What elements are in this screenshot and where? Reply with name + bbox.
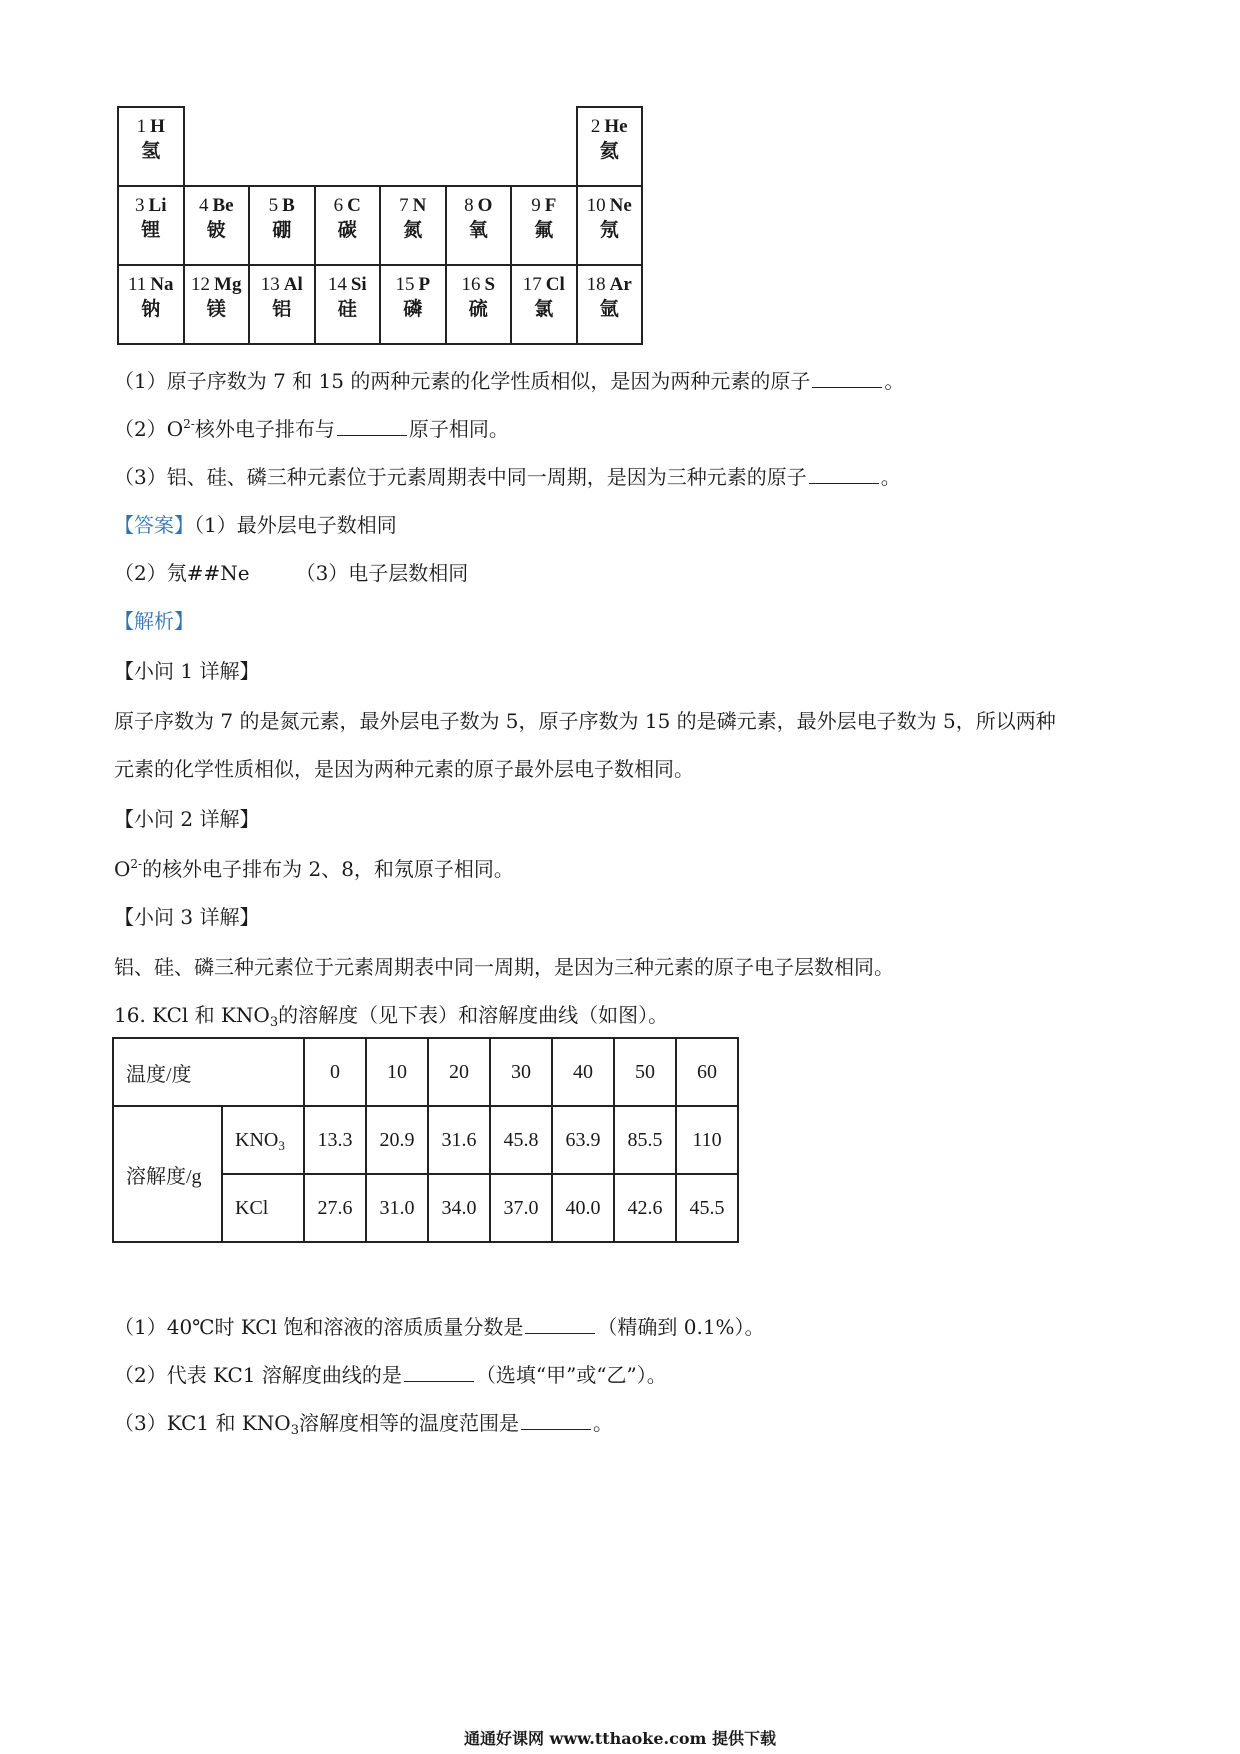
element-cell xyxy=(576,185,644,266)
element-chinese-name: 氩 xyxy=(599,299,619,320)
q16-title-end: 的溶解度（见下表）和溶解度曲线（如图）。 xyxy=(278,1003,669,1027)
answer-blank[interactable] xyxy=(525,1315,595,1334)
element-symbol-line xyxy=(381,195,445,217)
atomic-number: 13 xyxy=(260,274,280,295)
q15-q2-text: （2）O xyxy=(114,417,184,441)
element-symbol: Si xyxy=(350,274,367,295)
kcl-value: 37.0 xyxy=(490,1174,552,1242)
q15-q3-end: 。 xyxy=(880,465,901,489)
element-cell xyxy=(183,185,251,266)
element-cell xyxy=(117,264,185,345)
kcl-label: KCl xyxy=(222,1174,304,1242)
element-chinese-name: 硫 xyxy=(468,299,488,320)
temp-cell: 60 xyxy=(676,1038,738,1106)
element-symbol: He xyxy=(604,116,628,137)
element-symbol: Be xyxy=(212,195,234,216)
solubility-label: 溶解度/g xyxy=(113,1106,222,1242)
atomic-number: 15 xyxy=(395,274,415,295)
element-symbol: Al xyxy=(283,274,303,295)
element-symbol: F xyxy=(544,195,557,216)
kno3-value: 85.5 xyxy=(614,1106,676,1174)
charge-superscript: 2- xyxy=(130,857,143,871)
element-chinese-name: 铍 xyxy=(206,220,226,241)
answer-blank[interactable] xyxy=(812,369,882,388)
element-chinese-name: 磷 xyxy=(403,299,423,320)
subscript: 3 xyxy=(278,1137,285,1153)
sub1-line2: 元素的化学性质相似，是因为两种元素的原子最外层电子数相同。 xyxy=(114,757,694,781)
q16-q2-text: （2）代表 KC1 溶解度曲线的是 xyxy=(114,1363,402,1387)
element-symbol-line xyxy=(119,116,183,138)
q15-q1-text: （1）原子序数为 7 和 15 的两种元素的化学性质相似，是因为两种元素的原子 xyxy=(114,369,811,393)
q16-q3-mid: 溶解度相等的温度范围是 xyxy=(299,1411,519,1435)
element-symbol: Ne xyxy=(609,195,632,216)
q15-subquestion-2 xyxy=(114,416,509,442)
sub2-ion: O xyxy=(114,857,131,881)
element-symbol-line xyxy=(381,274,445,296)
element-cell xyxy=(445,185,513,266)
kcl-value: 27.6 xyxy=(304,1174,366,1242)
element-symbol-line xyxy=(512,195,576,217)
atomic-number: 3 xyxy=(135,195,145,216)
element-symbol-line xyxy=(578,274,642,296)
q16-subquestion-1 xyxy=(114,1314,765,1340)
atomic-number: 18 xyxy=(586,274,606,295)
element-symbol-line xyxy=(250,274,314,296)
kcl-value: 45.5 xyxy=(676,1174,738,1242)
element-symbol-line xyxy=(316,274,380,296)
element-cell xyxy=(248,264,316,345)
element-chinese-name: 氦 xyxy=(599,141,619,162)
element-cell xyxy=(379,185,447,266)
atomic-number: 2 xyxy=(590,116,601,137)
kno3-label xyxy=(222,1106,304,1174)
temp-cell: 30 xyxy=(490,1038,552,1106)
kno3-value: 31.6 xyxy=(428,1106,490,1174)
q15-q1-end: 。 xyxy=(884,369,905,393)
atomic-number: 16 xyxy=(461,274,481,295)
q15-q3-text: （3）铝、硅、磷三种元素位于元素周期表中同一周期，是因为三种元素的原子 xyxy=(114,465,807,489)
kno3-value: 20.9 xyxy=(366,1106,428,1174)
q16-q2-end: （选填“甲”或“乙”）。 xyxy=(475,1363,667,1387)
temp-label: 温度/度 xyxy=(113,1038,304,1106)
element-symbol: Cl xyxy=(545,274,565,295)
element-symbol: N xyxy=(412,195,427,216)
element-symbol-line xyxy=(185,195,249,217)
charge-superscript: 2- xyxy=(183,417,195,431)
kno3-value: 110 xyxy=(676,1106,738,1174)
atomic-number: 14 xyxy=(327,274,347,295)
element-cell xyxy=(314,185,382,266)
element-symbol: Li xyxy=(148,195,167,216)
temp-cell: 0 xyxy=(304,1038,366,1106)
element-symbol: S xyxy=(484,274,496,295)
element-symbol-line xyxy=(185,274,249,296)
element-symbol-line xyxy=(119,195,183,217)
temp-cell: 10 xyxy=(366,1038,428,1106)
element-symbol: P xyxy=(418,274,431,295)
analysis-tag: 【解析】 xyxy=(114,609,194,633)
element-chinese-name: 氟 xyxy=(534,220,554,241)
atomic-number: 11 xyxy=(127,274,147,295)
element-chinese-name: 钠 xyxy=(141,299,161,320)
sub2-heading: 【小问 2 详解】 xyxy=(114,807,260,831)
element-cell xyxy=(314,264,382,345)
q15-subquestion-1 xyxy=(114,368,904,394)
kno3-value: 13.3 xyxy=(304,1106,366,1174)
answer-2: （2）氖##Ne xyxy=(114,561,250,585)
atomic-number: 10 xyxy=(586,195,606,216)
element-cell xyxy=(445,264,513,345)
element-chinese-name: 铝 xyxy=(272,299,292,320)
answer-blank[interactable] xyxy=(404,1363,474,1382)
temp-cell: 40 xyxy=(552,1038,614,1106)
q16-title-text: 16. KCl 和 KNO xyxy=(114,1003,270,1027)
atomic-number: 6 xyxy=(333,195,344,216)
element-cell xyxy=(576,106,644,187)
q15-subquestion-3 xyxy=(114,464,901,490)
element-symbol-line xyxy=(578,195,642,217)
element-chinese-name: 氮 xyxy=(403,220,423,241)
kcl-value: 31.0 xyxy=(366,1174,428,1242)
answer-blank[interactable] xyxy=(521,1411,591,1430)
element-chinese-name: 氧 xyxy=(468,220,488,241)
subscript: 3 xyxy=(290,1423,299,1438)
answer-1: （1）最外层电子数相同 xyxy=(194,513,397,537)
element-symbol: H xyxy=(150,116,165,137)
element-symbol-line xyxy=(316,195,380,217)
q16-subquestion-3 xyxy=(114,1410,613,1436)
kcl-value: 40.0 xyxy=(552,1174,614,1242)
element-chinese-name: 氯 xyxy=(534,299,554,320)
element-symbol-line xyxy=(250,195,314,217)
sub1-line1: 原子序数为 7 的是氮元素，最外层电子数为 5，原子序数为 15 的是磷元素，最外层电子数为 5，所以两种 xyxy=(114,709,1056,733)
atomic-number: 9 xyxy=(531,195,541,216)
kno3-value: 45.8 xyxy=(490,1106,552,1174)
kno3-formula: KNO xyxy=(235,1128,279,1151)
element-symbol-line xyxy=(447,274,511,296)
answer-blank[interactable] xyxy=(809,465,879,484)
answer-tag: 【答案】 xyxy=(114,513,194,537)
element-cell xyxy=(379,264,447,345)
q16-q1-text: （1）40℃时 KCl 饱和溶液的溶质质量分数是 xyxy=(114,1315,524,1339)
element-cell xyxy=(510,185,578,266)
element-chinese-name: 镁 xyxy=(206,299,226,320)
q15-q2-mid: 核外电子排布与 xyxy=(194,417,335,441)
q16-title xyxy=(114,1002,668,1028)
solubility-table xyxy=(112,1037,739,1243)
sub3-line: 铝、硅、磷三种元素位于元素周期表中同一周期，是因为三种元素的原子电子层数相同。 xyxy=(114,955,894,979)
element-symbol-line xyxy=(447,195,511,217)
element-symbol: Ar xyxy=(609,274,632,295)
atomic-number: 5 xyxy=(268,195,279,216)
element-cell xyxy=(576,264,644,345)
page-footer: 通通好课网 www.tthaoke.com 提供下载 xyxy=(463,1729,777,1748)
element-chinese-name: 氖 xyxy=(599,220,619,241)
q16-q1-end: （精确到 0.1%）。 xyxy=(597,1315,765,1339)
q15-q2-end: 原子相同。 xyxy=(408,417,509,441)
q16-q3-text: （3）KC1 和 KNO xyxy=(114,1411,291,1435)
temp-cell: 20 xyxy=(428,1038,490,1106)
element-symbol: O xyxy=(477,195,493,216)
table-row xyxy=(113,1106,738,1174)
element-symbol: C xyxy=(347,195,361,216)
atomic-number: 8 xyxy=(464,195,474,216)
atomic-number: 1 xyxy=(136,116,147,137)
kcl-value: 34.0 xyxy=(428,1174,490,1242)
table-row xyxy=(113,1038,738,1106)
q16-subquestion-2 xyxy=(114,1362,667,1388)
answer-line-2 xyxy=(114,560,468,586)
element-cell xyxy=(117,106,185,187)
element-chinese-name: 碳 xyxy=(337,220,357,241)
kcl-value: 42.6 xyxy=(614,1174,676,1242)
kno3-value: 63.9 xyxy=(552,1106,614,1174)
atomic-number: 17 xyxy=(522,274,542,295)
q16-q3-end: 。 xyxy=(593,1411,613,1435)
subscript: 3 xyxy=(269,1015,279,1030)
sub2-text: 的核外电子排布为 2、8，和氖原子相同。 xyxy=(142,857,514,881)
element-symbol: Na xyxy=(150,274,174,295)
atomic-number: 7 xyxy=(399,195,409,216)
element-cell xyxy=(117,185,185,266)
atomic-number: 12 xyxy=(191,274,211,295)
sub1-heading: 【小问 1 详解】 xyxy=(114,659,260,683)
element-symbol-line xyxy=(119,274,183,296)
element-cell xyxy=(248,185,316,266)
element-symbol: Mg xyxy=(214,274,242,295)
element-chinese-name: 硼 xyxy=(272,220,292,241)
element-chinese-name: 锂 xyxy=(141,220,161,241)
element-symbol-line xyxy=(578,116,642,138)
element-cell xyxy=(510,264,578,345)
sub3-heading: 【小问 3 详解】 xyxy=(114,905,260,929)
atomic-number: 4 xyxy=(198,195,209,216)
answer-blank[interactable] xyxy=(337,417,407,436)
element-symbol-line xyxy=(512,274,576,296)
answer-3: （3）电子层数相同 xyxy=(295,561,469,585)
element-chinese-name: 硅 xyxy=(337,299,357,320)
temp-cell: 50 xyxy=(614,1038,676,1106)
periodic-table xyxy=(117,106,640,343)
element-symbol: B xyxy=(282,195,295,216)
element-cell xyxy=(183,264,251,345)
sub2-line xyxy=(114,856,514,882)
answer-line-1 xyxy=(114,512,397,538)
element-chinese-name: 氢 xyxy=(141,141,161,162)
